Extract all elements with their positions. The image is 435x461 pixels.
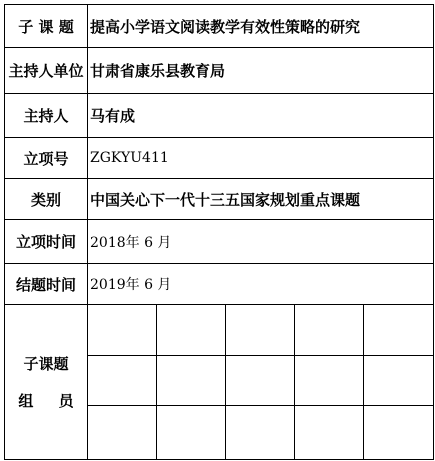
project-number-label: 立项号 (5, 138, 88, 179)
row-project-number (5, 138, 434, 179)
member-cell (295, 406, 364, 460)
member-cell (295, 305, 364, 356)
member-cell (364, 305, 434, 356)
member-cell (88, 406, 157, 460)
member-cell (226, 356, 295, 406)
row-host (5, 94, 434, 138)
host-label: 主持人 (5, 94, 88, 138)
row-subtopic (5, 5, 434, 48)
row-completion-date (5, 264, 434, 305)
member-cell (295, 356, 364, 406)
category-value: 中国关心下一代十三五国家规划重点课题 (88, 179, 434, 220)
member-cell (226, 305, 295, 356)
members-label-line1: 子课题 (23, 355, 69, 373)
row-approval-date (5, 220, 434, 264)
project-number-value: ZGKYU411 (88, 138, 434, 179)
row-category (5, 179, 434, 220)
member-cell (364, 356, 434, 406)
row-host-unit (5, 48, 434, 94)
member-cell (157, 356, 226, 406)
subtopic-value: 提高小学语文阅读教学有效性策略的研究 (88, 5, 434, 48)
members-row-1 (5, 305, 434, 356)
host-unit-label: 主持人单位 (5, 48, 88, 94)
completion-date-label: 结题时间 (5, 264, 88, 305)
approval-date-value: 2018年 6 月 (88, 220, 434, 264)
category-label: 类别 (5, 179, 88, 220)
member-cell (157, 406, 226, 460)
completion-date-value: 2019年 6 月 (88, 264, 434, 305)
project-info-table (4, 4, 434, 460)
host-unit-value: 甘肃省康乐县教育局 (88, 48, 434, 94)
member-cell (364, 406, 434, 460)
member-cell (88, 356, 157, 406)
approval-date-label: 立项时间 (5, 220, 88, 264)
member-cell (88, 305, 157, 356)
host-value: 马有成 (88, 94, 434, 138)
member-cell (226, 406, 295, 460)
member-cell (157, 305, 226, 356)
members-label-line2: 组 员 (18, 392, 84, 410)
members-label (5, 305, 88, 460)
subtopic-label: 子 课 题 (5, 5, 88, 48)
